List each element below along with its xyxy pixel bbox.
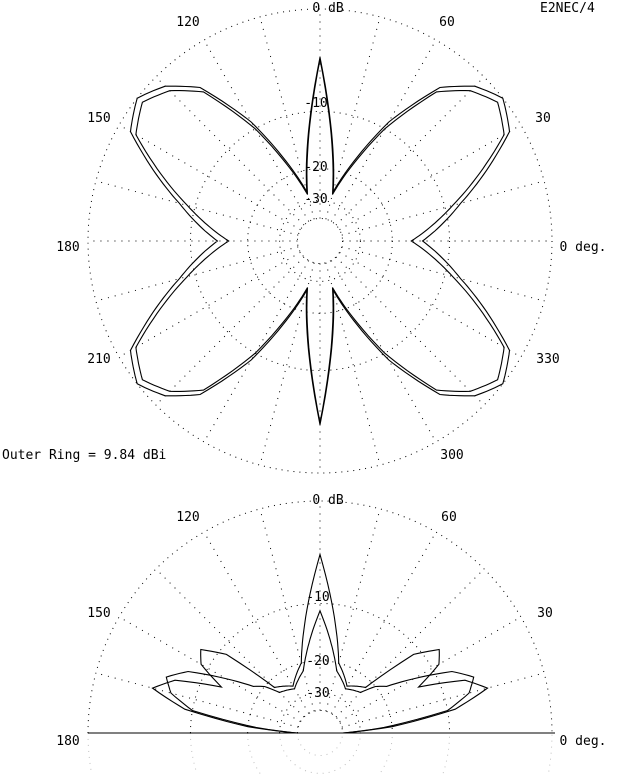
grid-spoke (204, 40, 309, 221)
grid-ring-lower (297, 733, 342, 756)
azimuth-polar-plot (2, 1, 606, 473)
grid-spoke (336, 77, 484, 225)
grid-spoke (156, 569, 304, 717)
grid-spoke (156, 257, 304, 405)
grid-ring-lower (190, 733, 449, 774)
grid-spoke (119, 617, 300, 722)
grid-spoke (331, 261, 436, 442)
angle-label-180: 180 (56, 240, 80, 255)
ring-label-30: -30 (306, 686, 330, 701)
angle-label-120: 120 (176, 510, 200, 525)
angle-label-150: 150 (87, 606, 111, 621)
grid-spoke (156, 77, 304, 225)
grid-spoke (260, 509, 314, 711)
grid-spoke (340, 252, 521, 357)
software-label: E2NEC/4 (540, 1, 595, 16)
grid-ring-lower (88, 733, 552, 774)
grid-spoke (119, 125, 300, 230)
angle-label-30: 30 (535, 111, 551, 126)
angle-label-0: 0 deg. (559, 734, 607, 749)
grid-spoke (326, 509, 380, 711)
grid-ring-lower (280, 733, 361, 773)
angle-label-150: 150 (87, 111, 111, 126)
pattern-series-1 (166, 611, 473, 733)
grid-spoke (340, 125, 521, 230)
grid-ring-lower (248, 733, 393, 774)
grid-spoke (342, 247, 544, 301)
ring-label-0db: 0 dB (312, 1, 344, 16)
outer-ring-label: Outer Ring = 9.84 dBi (2, 448, 167, 463)
angle-label-180: 180 (56, 734, 80, 749)
grid-spoke (342, 673, 544, 727)
ring-label-10: -10 (304, 96, 328, 111)
angle-label-60: 60 (441, 510, 457, 525)
elevation-polar-plot (56, 493, 606, 774)
grid-spoke (336, 257, 484, 405)
ring-label-10: -10 (306, 590, 330, 605)
pattern-series-0 (131, 57, 510, 425)
ring-label-20: -20 (306, 654, 330, 669)
grid-spoke (204, 261, 309, 442)
grid-spoke (331, 40, 436, 221)
grid-spoke (336, 569, 484, 717)
grid-spoke (340, 617, 521, 722)
grid-spoke (119, 252, 300, 357)
pattern-series-1 (136, 59, 504, 422)
grid-ring (297, 218, 342, 263)
grid-spoke (260, 263, 314, 465)
angle-label-210: 210 (87, 352, 111, 367)
angle-label-60: 60 (439, 15, 455, 30)
ring-label-0db: 0 dB (312, 493, 344, 508)
angle-label-330: 330 (536, 352, 560, 367)
angle-label-120: 120 (176, 15, 200, 30)
angle-label-30: 30 (537, 606, 553, 621)
grid-spoke (96, 247, 298, 301)
grid-spoke (326, 263, 380, 465)
grid-spoke (260, 17, 314, 219)
grid-spoke (326, 17, 380, 219)
angle-label-0: 0 deg. (559, 240, 607, 255)
grid-spoke (96, 181, 298, 235)
grid-ring (297, 710, 342, 733)
angle-label-300: 300 (440, 448, 464, 463)
grid-spoke (96, 673, 298, 727)
pattern-series-0 (153, 555, 488, 734)
grid-spoke (342, 181, 544, 235)
ring-label-30: -30 (304, 192, 328, 207)
ring-label-20: -20 (304, 160, 328, 175)
